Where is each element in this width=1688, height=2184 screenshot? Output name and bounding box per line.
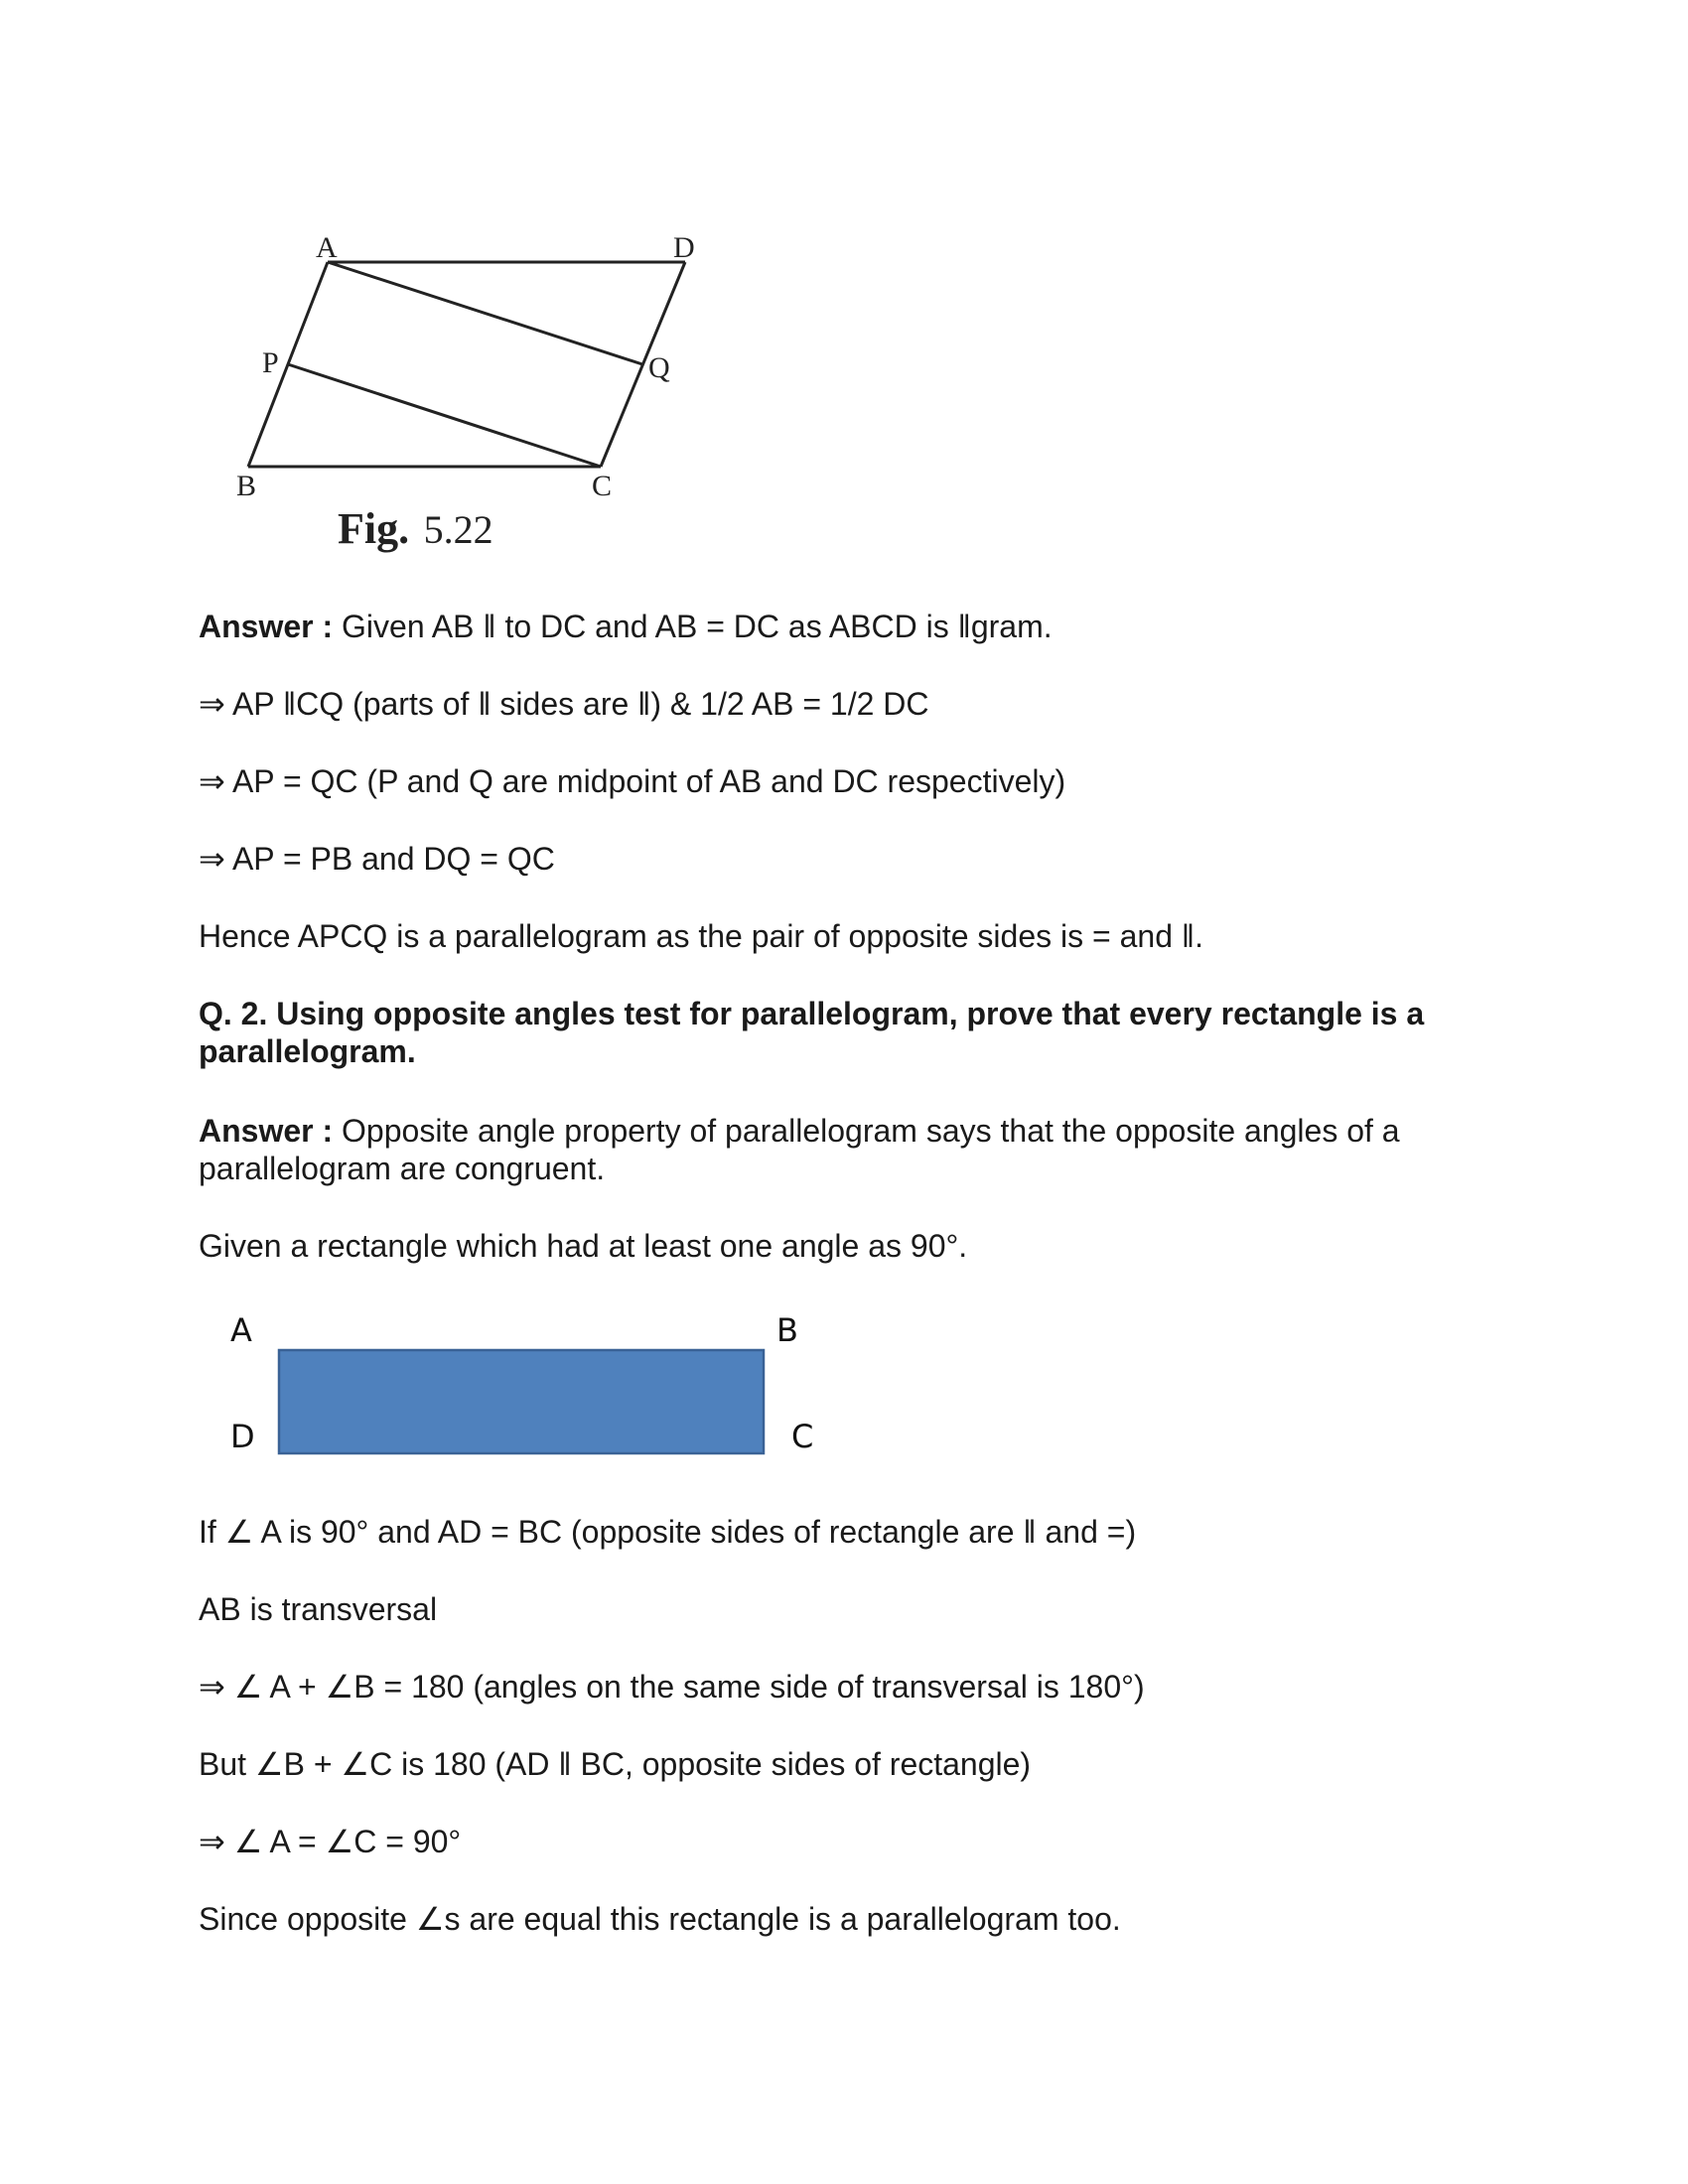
- q1-answer-line-4: ⇒ AP = PB and DQ = QC: [199, 841, 555, 877]
- rectangle-figure: [218, 1305, 854, 1464]
- vertex-label-p: P: [262, 346, 279, 379]
- vertex-label-c: C: [592, 470, 613, 502]
- q2-line-3: ⇒ ∠ A + ∠B = 180 (angles on the same side of transversal is 180°): [199, 1669, 1145, 1705]
- figure-caption-label: Fig.: [338, 504, 410, 553]
- q2-line-5: ⇒ ∠ A = ∠C = 90°: [199, 1824, 462, 1859]
- q2-answer: [199, 1112, 1509, 1187]
- segment-pc: [288, 364, 601, 467]
- vertex-label-b: B: [236, 470, 257, 502]
- rectangle-abcd: [279, 1350, 764, 1453]
- vertex-label-a: A: [316, 231, 338, 264]
- answer-text: Given AB ‖ to DC and AB = DC as ABCD is ‖gram.: [333, 609, 1053, 644]
- corner-label-b: B: [776, 1311, 798, 1349]
- segment-aq: [328, 262, 642, 364]
- answer-label: Answer :: [199, 609, 334, 644]
- corner-label-d: D: [230, 1418, 255, 1455]
- q2-line-2: AB is transversal: [199, 1591, 438, 1627]
- corner-label-a: A: [230, 1311, 252, 1349]
- q2-line-1: If ∠ A is 90° and AD = BC (opposite sides of rectangle are ‖ and =): [199, 1514, 1137, 1550]
- question-2: Q. 2. Using opposite angles test for parallelogram, prove that every rectangle is a parallelogram.: [199, 996, 1434, 1069]
- figure-caption-number: 5.22: [423, 507, 493, 552]
- q1-answer-line-2: ⇒ AP ‖CQ (parts of ‖ sides are ‖) & 1/2 AB = 1/2 DC: [199, 686, 929, 722]
- answer-label: Answer :: [199, 1113, 334, 1149]
- q2-conclusion: Since opposite ∠s are equal this rectangle is a parallelogram too.: [199, 1901, 1121, 1937]
- q1-answer-line-1: [199, 608, 1509, 645]
- q2-line-4: But ∠B + ∠C is 180 (AD ‖ BC, opposite sides of rectangle): [199, 1746, 1032, 1782]
- parallelogram-abcd: [248, 262, 685, 467]
- vertex-label-q: Q: [648, 351, 670, 384]
- q1-conclusion: Hence APCQ is a parallelogram as the pair of opposite sides is = and ‖.: [199, 918, 1203, 954]
- figure-5-22: [228, 223, 705, 561]
- figure-caption: [338, 504, 493, 553]
- side-dc: [601, 262, 685, 467]
- answer-text: Opposite angle property of parallelogram says that the opposite angles of a parallelogram are congruent.: [199, 1113, 1409, 1186]
- vertex-label-d: D: [673, 231, 695, 264]
- q1-answer-line-3: ⇒ AP = QC (P and Q are midpoint of AB and DC respectively): [199, 763, 1066, 799]
- corner-label-c: C: [791, 1418, 814, 1455]
- q2-given: Given a rectangle which had at least one angle as 90°.: [199, 1228, 968, 1264]
